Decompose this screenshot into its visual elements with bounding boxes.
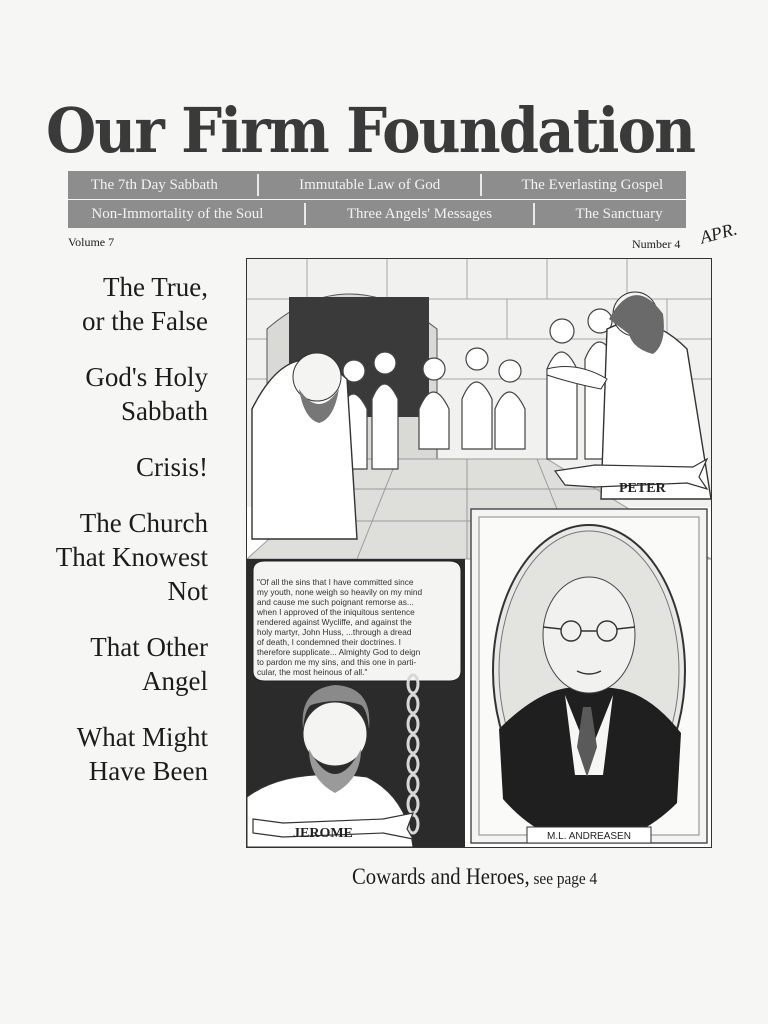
- caption-title: Cowards and Heroes,: [352, 864, 530, 889]
- masthead-title: Our Firm Foundation: [46, 94, 695, 167]
- toc-line: Angel: [142, 666, 208, 696]
- illustration-drawing: [247, 259, 711, 847]
- quote-line: of death, I condemned their doctrines. I: [257, 637, 401, 647]
- topic-item: Three Angels' Messages: [346, 205, 493, 222]
- toc-entry: [20, 450, 208, 484]
- topic-item: The 7th Day Sabbath: [90, 176, 218, 193]
- topic-item: Immutable Law of God: [299, 176, 441, 193]
- topic-item: The Everlasting Gospel: [521, 176, 664, 193]
- toc-entry: [20, 720, 208, 788]
- topic-divider: [533, 203, 535, 225]
- quote-line: cular, the most heinous of all.": [257, 667, 368, 677]
- toc-line: The True,: [102, 272, 208, 302]
- quote-line: rendered against Wycliffe, and against the: [257, 617, 412, 627]
- topic-divider: [257, 174, 259, 196]
- toc-line: Crisis!: [135, 452, 208, 482]
- quote-line: and cause me such poignant remorse as...: [257, 597, 414, 607]
- topic-item: The Sanctuary: [575, 205, 663, 222]
- toc-line: The Church: [79, 508, 208, 538]
- topics-band-1: [68, 171, 686, 199]
- quote-line: holy martyr, John Huss, ...through a dread: [257, 627, 412, 637]
- toc-line: What Might: [76, 722, 208, 752]
- toc-entry: [20, 506, 208, 608]
- quote-line: to pardon me my sins, and this one in parti-: [257, 657, 417, 667]
- volume-label: Volume 7: [68, 235, 115, 249]
- toc-line: or the False: [82, 306, 208, 336]
- topic-divider: [480, 174, 482, 196]
- toc-line: Have Been: [88, 756, 208, 786]
- portrait-label: M.L. ANDREASEN: [547, 831, 631, 842]
- quote-line: when I approved of the iniquitous sentence: [257, 607, 415, 617]
- banner-peter: PETER: [619, 481, 666, 496]
- toc-entry: [20, 270, 208, 338]
- topic-divider: [304, 203, 306, 225]
- quote-line: my youth, none weigh so heavily on my mind: [257, 587, 423, 597]
- toc-entry: [20, 360, 208, 428]
- toc-line: Not: [167, 576, 208, 606]
- portrait-frame: [471, 509, 707, 843]
- toc-entry: [20, 630, 208, 698]
- jerome-scene: [247, 559, 465, 847]
- banner-jerome: JEROME: [293, 826, 353, 841]
- cover-illustration: [246, 258, 712, 848]
- toc-line: That Other: [90, 632, 208, 662]
- cover-caption: [352, 864, 597, 890]
- issue-number: Number 4: [632, 237, 681, 251]
- caption-page-ref: see page 4: [529, 869, 598, 888]
- toc-line: God's Holy: [85, 362, 208, 392]
- table-of-contents: [20, 270, 208, 810]
- quote-line: "Of all the sins that I have committed since: [257, 577, 414, 587]
- toc-line: Sabbath: [121, 396, 208, 426]
- quote-line: therefore supplicate... Almighty God to deign: [257, 647, 421, 657]
- topic-item: Non-Immortality of the Soul: [91, 205, 264, 222]
- toc-line: That Knowest: [55, 542, 208, 572]
- topics-band-2: [68, 200, 686, 228]
- handwritten-note: APR.: [697, 218, 740, 248]
